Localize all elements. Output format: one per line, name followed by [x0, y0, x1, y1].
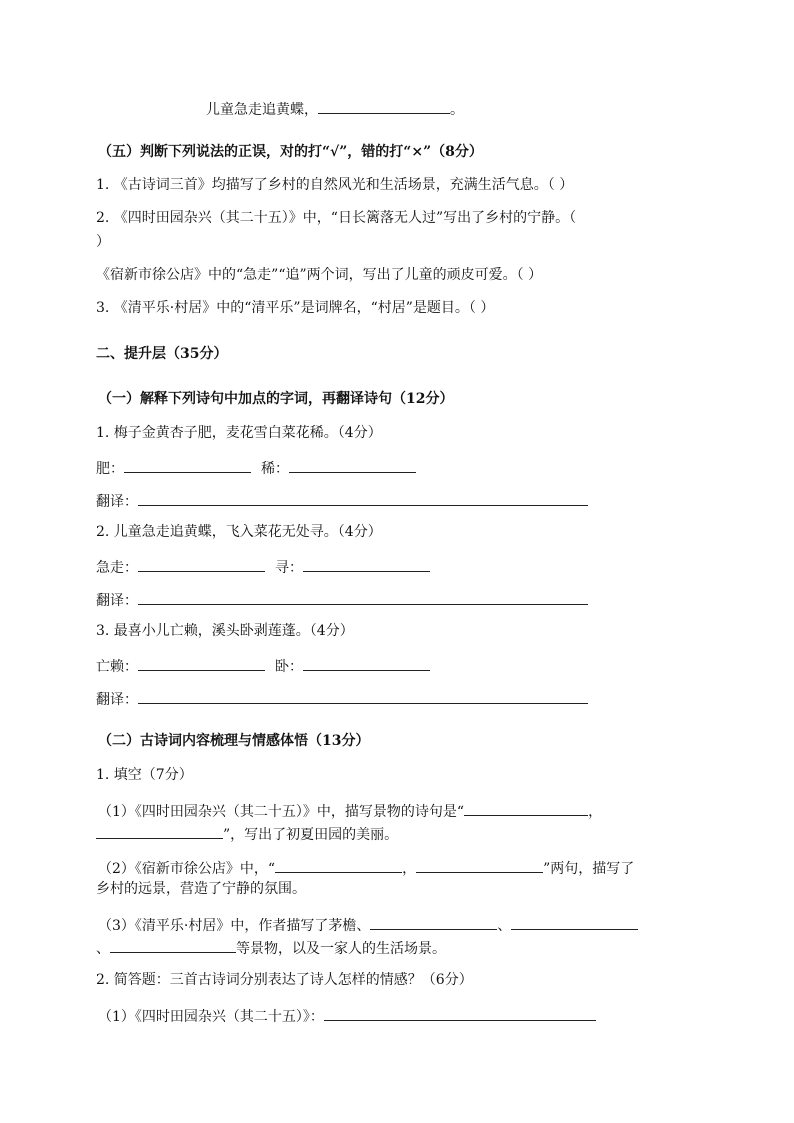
fill-2-blank-b[interactable]: [416, 857, 543, 873]
q2-label-a: 急走：: [96, 560, 138, 576]
fill-2-text-a: （2）《宿新市徐公店》中，“: [98, 861, 276, 877]
top-line-end: 。: [450, 102, 464, 118]
q1-translate: [96, 490, 588, 511]
fill-1-line-2: [96, 823, 398, 844]
q3-label-b: 卧：: [275, 659, 303, 675]
fill-1-blank-b[interactable]: [96, 823, 223, 839]
q3-translate-blank[interactable]: [138, 688, 588, 704]
fill-3-text-a: （3）《清平乐·村居》中，作者描写了茅檐、: [98, 918, 371, 934]
fill-1-text-a: （1）《四时田园杂兴（其二十五）》中，描写景物的诗句是“: [98, 804, 465, 820]
q1-translate-blank[interactable]: [138, 490, 588, 506]
judge-item-2: 2. 《四时田园杂兴（其二十五）》中，“日长篱落无人过”写出了乡村的宁静。（: [96, 210, 577, 226]
fill-2-blank-a[interactable]: [275, 857, 402, 873]
judge-item-2b: 《宿新市徐公店》中的“急走”“追”两个词，写出了儿童的顽皮可爱。（ ）: [96, 267, 543, 283]
q3-prompt: 3. 最喜小儿亡赖，溪头卧剥莲蓬。（4分）: [96, 623, 354, 639]
judge-item-2-cont: ）: [96, 234, 110, 250]
q3-blank-b[interactable]: [303, 655, 430, 671]
q3-answers: [96, 655, 430, 676]
top-line-text: 儿童急走追黄蝶，: [206, 102, 318, 118]
judge-item-3: 3. 《清平乐·村居》中的“清平乐”是词牌名，“村居”是题目。（ ）: [96, 300, 495, 316]
short-answer-1-label: （1）《四时田园杂兴（其二十五）》：: [98, 1009, 324, 1025]
q1-label-a: 肥：: [96, 461, 124, 477]
fill-3-blank-c[interactable]: [110, 937, 236, 953]
q1-prompt: 1. 梅子金黄杏子肥，麦花雪白菜花稀。（4分）: [96, 425, 382, 441]
q2-answers: [96, 556, 430, 577]
q1-answers: [96, 457, 416, 478]
q2-blank-a[interactable]: [138, 556, 265, 572]
fill-2-text-c: ”两句，描写了: [543, 861, 635, 877]
q2-prompt: 2. 儿童急走追黄蝶，飞入菜花无处寻。（4分）: [96, 524, 382, 540]
sub-1-heading: （一）解释下列诗句中加点的字词，再翻译诗句（12分）: [98, 391, 454, 407]
q2-translate: [96, 589, 588, 610]
fill-3-blank-b[interactable]: [511, 914, 638, 930]
short-answer-title: 2. 简答题：三首古诗词分别表达了诗人怎样的情感？（6分）: [96, 972, 473, 988]
fill-3-blank-a[interactable]: [370, 914, 497, 930]
fill-1-blank-a[interactable]: [464, 800, 588, 816]
q2-translate-label: 翻译：: [96, 593, 138, 609]
fill-3-text-b: 、: [497, 918, 512, 934]
fill-title: 1. 填空（7分）: [96, 767, 193, 783]
q1-translate-label: 翻译：: [96, 494, 138, 510]
top-line-blank[interactable]: [318, 98, 450, 114]
q1-blank-b[interactable]: [289, 457, 416, 473]
q3-translate-label: 翻译：: [96, 692, 138, 708]
fill-3-line-2: [96, 937, 446, 958]
short-answer-1: [98, 1005, 596, 1026]
fill-1-text-c: ”，写出了初夏田园的美丽。: [223, 827, 399, 843]
judge-item-1: 1. 《古诗词三首》均描写了乡村的自然风光和生活场景，充满生活气息。（ ）: [96, 177, 574, 193]
section-5-heading: （五）判断下列说法的正误，对的打“√”，错的打“×”（8分）: [98, 144, 483, 160]
q2-translate-blank[interactable]: [138, 589, 588, 605]
q3-label-a: 亡赖：: [96, 659, 138, 675]
q2-blank-b[interactable]: [303, 556, 430, 572]
q1-blank-a[interactable]: [124, 457, 251, 473]
part-2-heading: 二、提升层（35分）: [96, 346, 228, 362]
q1-label-b: 稀：: [261, 461, 289, 477]
short-answer-1-blank[interactable]: [324, 1005, 596, 1021]
fill-3-text-c: 、: [96, 941, 110, 957]
fill-2-text-b: ，: [402, 861, 417, 877]
q3-translate: [96, 688, 588, 709]
fill-3-line-1: [98, 914, 638, 935]
fill-2-line-2: 乡村的远景，营造了宁静的氛围。: [96, 881, 306, 897]
fill-3-text-d: 等景物，以及一家人的生活场景。: [236, 941, 446, 957]
fill-1-text-b: ，: [588, 804, 603, 820]
q3-blank-a[interactable]: [138, 655, 265, 671]
q2-label-b: 寻：: [275, 560, 303, 576]
fill-2-line-1: [98, 857, 634, 878]
sub-2-heading: （二）古诗词内容梳理与情感体悟（13分）: [98, 733, 370, 749]
fill-1-line-1: [98, 800, 602, 821]
top-line: [206, 98, 464, 119]
